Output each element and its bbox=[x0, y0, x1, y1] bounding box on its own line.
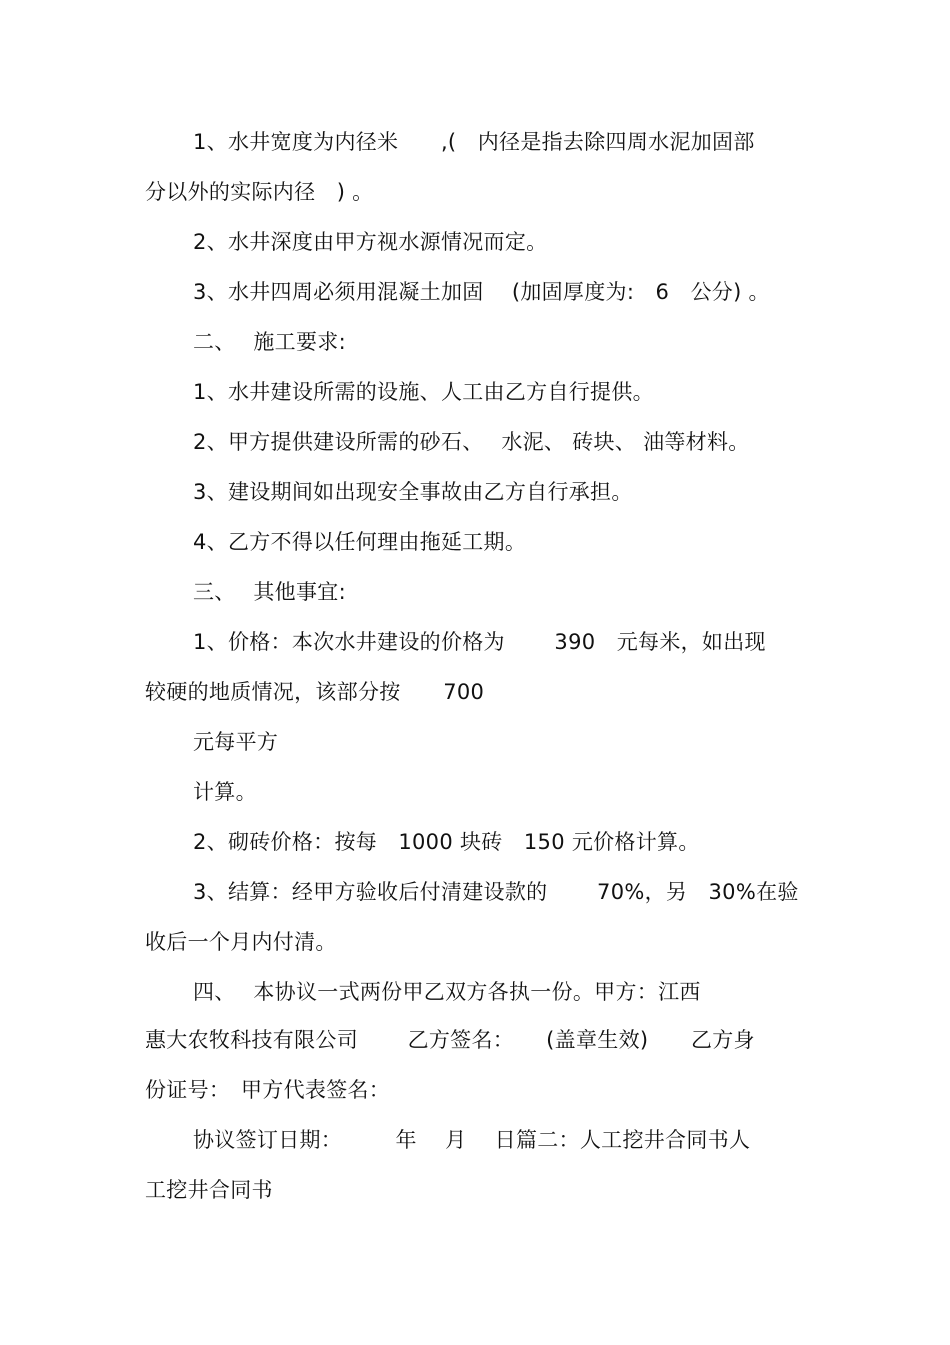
price-line-3: 元每平方 bbox=[193, 730, 279, 754]
price-line-2: 较硬的地质情况，该部分按 700 bbox=[145, 680, 485, 704]
settlement-line-2: 收后一个月内付清。 bbox=[145, 930, 337, 954]
section-4-line-3: 份证号： 甲方代表签名： bbox=[145, 1078, 391, 1102]
requirement-3: 3、建设期间如出现安全事故由乙方自行承担。 bbox=[193, 480, 633, 504]
next-title-line: 工挖井合同书 bbox=[145, 1178, 273, 1202]
price-line-4: 计算。 bbox=[193, 780, 257, 804]
section-2-heading: 二、 施工要求: bbox=[193, 330, 346, 354]
section-3-heading: 三、 其他事宜: bbox=[193, 580, 346, 604]
clause-2: 2、水井深度由甲方视水源情况而定。 bbox=[193, 230, 548, 254]
signing-date-line: 协议签订日期： 年 月 日篇二：人工挖井合同书人 bbox=[193, 1128, 751, 1152]
clause-3: 3、水井四周必须用混凝土加固 (加固厚度为: 6 公分) 。 bbox=[193, 280, 770, 304]
requirement-4: 4、乙方不得以任何理由拖延工期。 bbox=[193, 530, 527, 554]
brick-price: 2、砌砖价格：按每 1000 块砖 150 元价格计算。 bbox=[193, 830, 700, 854]
price-line-1: 1、价格：本次水井建设的价格为 390 元每米，如出现 bbox=[193, 630, 766, 654]
requirement-1: 1、水井建设所需的设施、人工由乙方自行提供。 bbox=[193, 380, 654, 404]
clause-1-line-1: 1、水井宽度为内径米 ,( 内径是指去除四周水泥加固部 bbox=[193, 130, 755, 154]
clause-1-line-2: 分以外的实际内径 ) 。 bbox=[145, 180, 374, 204]
settlement-line-1: 3、结算：经甲方验收后付清建设款的 70%，另 30%在验 bbox=[193, 880, 799, 904]
section-4-line-2: 惠大农牧科技有限公司 乙方签名： (盖章生效) 乙方身 bbox=[145, 1028, 755, 1052]
section-4-line-1: 四、 本协议一式两份甲乙双方各执一份。甲方：江西 bbox=[193, 980, 701, 1004]
requirement-2: 2、甲方提供建设所需的砂石、 水泥、 砖块、 油等材料。 bbox=[193, 430, 750, 454]
